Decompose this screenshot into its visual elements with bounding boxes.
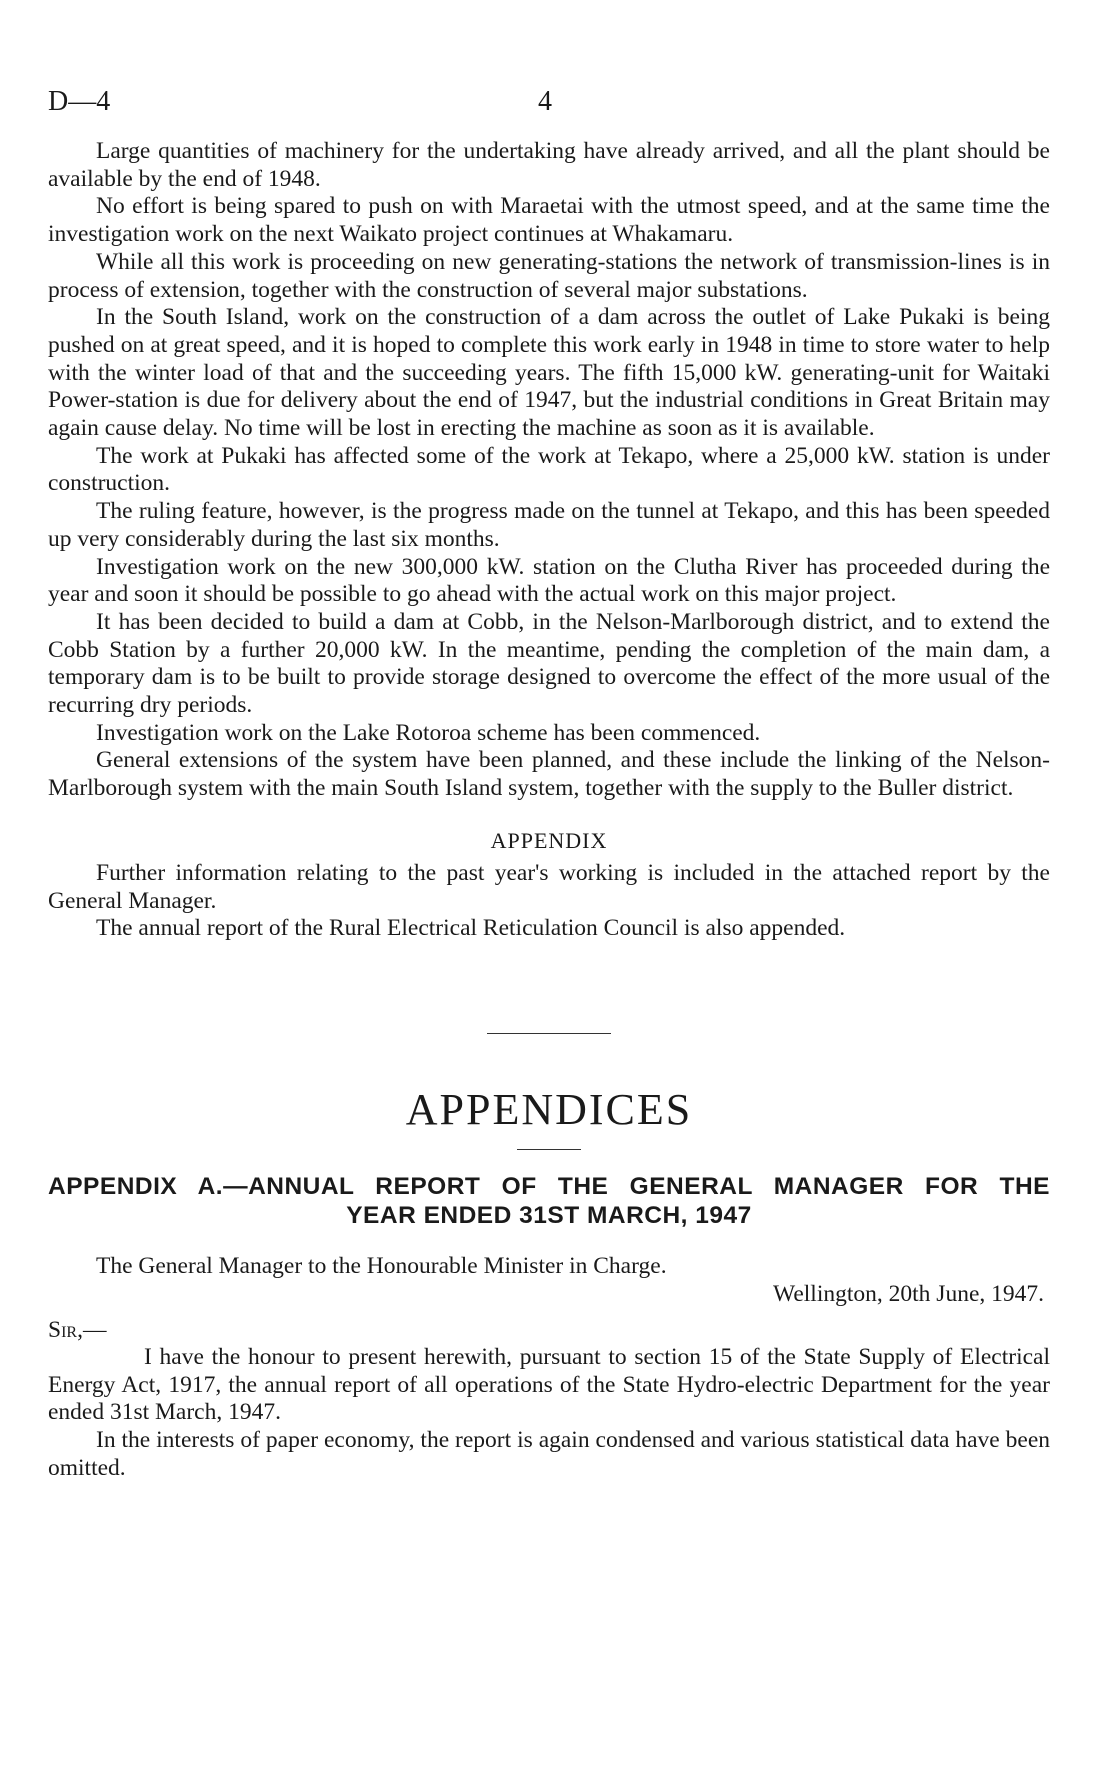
title-divider: [517, 1149, 581, 1150]
paragraph: In the South Island, work on the construction of a dam across the outlet of Lake Pukaki is being pushed on at great speed, and it is hoped to complete this work early in 1948 in time to store water to help with the winter load of that and the succeeding years. The fifth 15,000 kW. generating-unit for Waitaki Power-station is due for delivery about the end of 1947, but the industrial conditions in Great Britain may again cause delay. No time will be lost in erecting the machine as soon as it is available.: [48, 304, 1050, 442]
paragraph: Further information relating to the past year's working is included in the attached report by the General Manager.: [48, 859, 1050, 914]
appendices-title: APPENDICES: [405, 1084, 693, 1134]
document-page: [48, 86, 1050, 1483]
paragraph: The annual report of the Rural Electrical Reticulation Council is also appended.: [96, 915, 846, 942]
paragraph: It has been decided to build a dam at Cobb, in the Nelson-Marlborough district, and to extend the Cobb Station by a further 20,000 kW. In the meantime, pending the completion of the main dam, a temporary dam is to be built to provide storage designed to overcome the effect of the more usual of the recurring dry periods.: [48, 608, 1050, 719]
paragraph: Investigation work on the Lake Rotoroa scheme has been commenced.: [96, 719, 761, 746]
body-text: [48, 138, 1050, 803]
paragraph: While all this work is proceeding on new generating-stations the network of transmission-lines is in process of extension, together with the construction of several major substations.: [48, 248, 1050, 303]
appendix-paragraphs: [48, 860, 1050, 943]
address-text: The General Manager to the Honourable Minister in Charge.: [96, 1252, 667, 1279]
paragraph: General extensions of the system have been planned, and these include the linking of the Nelson-Marlborough system with the main South Island system, together with the supply to the Buller district.: [48, 747, 1050, 802]
paragraph: No effort is being spared to push on with Maraetai with the utmost speed, and at the same time the investigation work on the next Waikato project continues at Whakamaru.: [48, 193, 1050, 248]
paragraph: The ruling feature, however, is the progress made on the tunnel at Tekapo, and this has been speeded up very considerably during the last six months.: [48, 498, 1050, 552]
section-divider: [487, 1033, 611, 1034]
page-number: 4: [538, 86, 552, 117]
paragraph: Large quantities of machinery for the undertaking have already arrived, and all the plant should be available by the end of 1948.: [48, 138, 1050, 192]
folio-code: D—4: [48, 86, 111, 117]
letter-body: [48, 1344, 1050, 1483]
paragraph: In the interests of paper economy, the report is again condensed and various statistical data have been omitted.: [48, 1427, 1050, 1481]
appendix-heading: APPENDIX: [490, 827, 608, 853]
paragraph: Investigation work on the new 300,000 kW. station on the Clutha River has proceeded during the year and soon it should be possible to go ahead with the actual work on this major project.: [48, 553, 1050, 608]
paragraph: The work at Pukaki has affected some of the work at Tekapo, where a 25,000 kW. station is under construction.: [48, 442, 1050, 497]
paragraph: I have the honour to present herewith, pursuant to section 15 of the State Supply of Electrical Energy Act, 1917, the annual report of all operations of the State Hydro-electric Department for the year ended 31st March, 1947.: [48, 1343, 1050, 1426]
page-header: [48, 86, 1050, 122]
place-date: Wellington, 20th June, 1947.: [773, 1280, 1044, 1307]
report-title: [48, 1172, 1050, 1230]
addressee-line: [96, 1252, 1050, 1280]
salutation: Sir,—: [48, 1316, 107, 1343]
report-title-line-1: APPENDIX A.—ANNUAL REPORT OF THE GENERAL MANAGER FOR THE: [48, 1172, 1050, 1200]
report-title-line-2: YEAR ENDED 31ST MARCH, 1947: [346, 1201, 752, 1229]
